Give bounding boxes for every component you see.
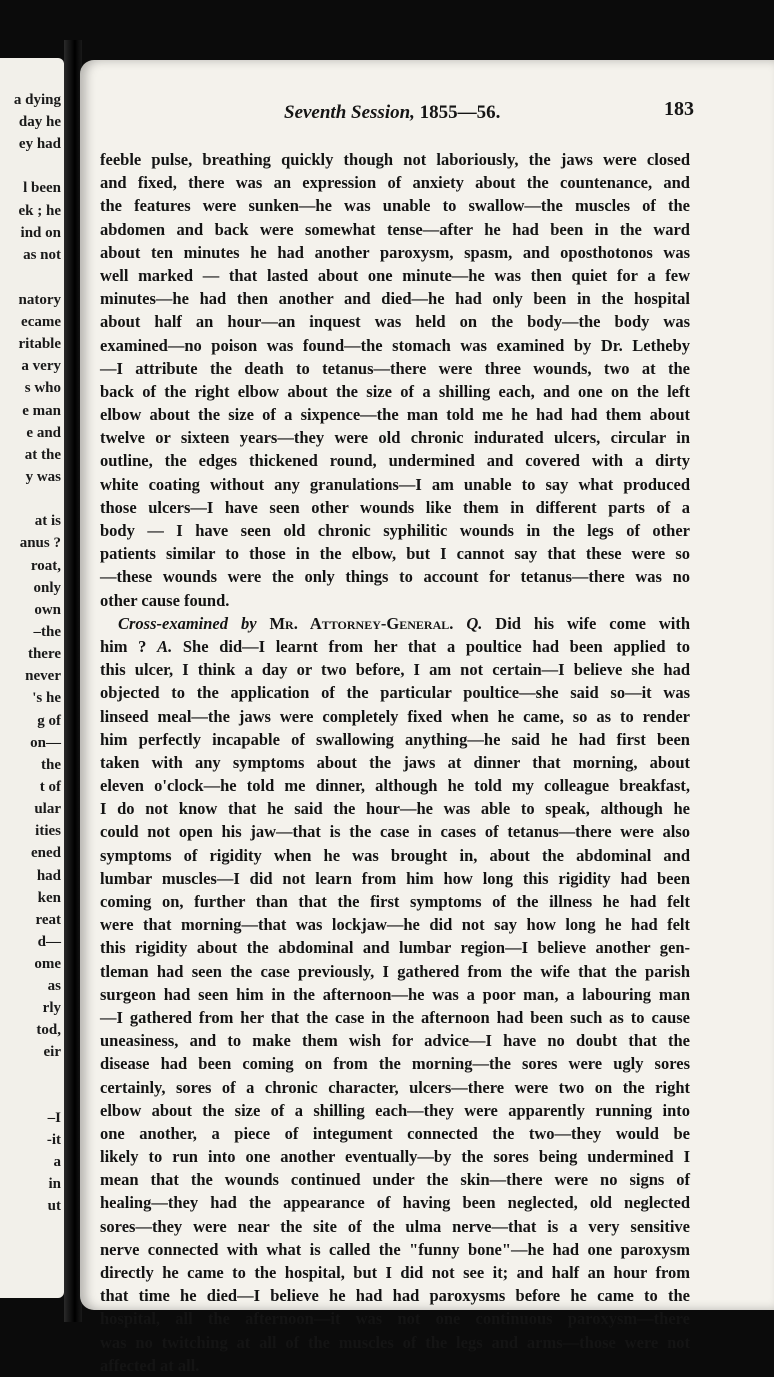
- cross-examined-label: Cross-examined: [118, 613, 229, 633]
- text-line: this ulcer, I think a day or two before, I am not certain—I believe she had: [100, 660, 690, 680]
- page-body-text: [100, 148, 690, 1377]
- text-line: examined—no poison was found—the stomach was examined by Dr. Letheby: [100, 335, 690, 355]
- left-page-text-fragment: the: [41, 757, 61, 773]
- text-line: minutes—he had then another and died—he had only been in the hospital: [100, 289, 690, 309]
- text-line: white coating without any granulations—I am unable to say what produced: [100, 474, 690, 494]
- text-line: nerve connected with what is called the "funny bone"—he had one paroxysm: [100, 1239, 690, 1259]
- text-line: directly he came to the hospital, but I did not see it; and half an hour from: [100, 1263, 690, 1282]
- left-page-text-fragment: –the: [33, 624, 61, 640]
- left-page-text-fragment: had: [36, 868, 61, 884]
- text-line: patients similar to those in the elbow, but I cannot say that these were so: [100, 544, 690, 564]
- cross-examination-line: [100, 612, 690, 635]
- text-line: symptoms of rigidity when he was brought in, about the abdominal and: [100, 845, 690, 865]
- text-line: —I attribute the death to tetanus—there were three wounds, two at the: [100, 358, 690, 378]
- left-page-text-fragment: ities: [35, 823, 61, 839]
- left-page-text-fragment: reat: [35, 912, 61, 928]
- text-line: those ulcers—I have seen other wounds like them in different parts of a: [100, 497, 690, 517]
- running-head: [284, 102, 500, 124]
- left-page-text-fragment: tod,: [36, 1022, 61, 1038]
- by-word: by: [228, 613, 270, 633]
- text-line: back of the right elbow about the size of a shilling each, and one on the left: [100, 381, 690, 401]
- text-line: sores—they were near the site of the ulma nerve—that is a very sensitive: [100, 1216, 690, 1236]
- left-page-text-fragment: ecame: [21, 314, 61, 330]
- left-page-text-fragment: ind on: [20, 225, 61, 241]
- left-page-text-fragment: ut: [47, 1198, 61, 1214]
- left-page-text-fragment: as not: [23, 247, 61, 263]
- left-page-text-fragment: a very: [21, 358, 61, 374]
- page-number: 183: [664, 98, 694, 120]
- attorney-general-name: Mr. Attorney-General.: [269, 613, 454, 633]
- text-line: surgeon had seen him in the afternoon—he was a poor man, a labouring man: [100, 984, 690, 1004]
- left-page-text-fragment: g of: [37, 713, 61, 729]
- book-page: [80, 60, 774, 1375]
- text-line: likely to run into one another eventually—by the sores being undermined I: [100, 1147, 690, 1167]
- left-page-text-fragment: s who: [24, 380, 61, 396]
- left-page-text-fragment: rly: [42, 1000, 61, 1016]
- text-line: feeble pulse, breathing quickly though not laboriously, the jaws were closed: [100, 150, 690, 169]
- left-page-text-fragment: natory: [18, 292, 61, 308]
- question-marker: Q.: [466, 613, 483, 633]
- left-page-text-fragment: ened: [31, 845, 61, 861]
- text-line: certainly, sores of a chronic character, ulcers—there were two on the right: [100, 1077, 690, 1097]
- left-page-text-fragment: at is: [34, 513, 61, 529]
- left-page-text-fragment: a dying: [13, 92, 61, 108]
- text-line: body — I have seen old chronic syphilitic wounds in the legs of other: [100, 521, 690, 540]
- text-line: lumbar muscles—I did not learn from him how long this rigidity had been: [100, 868, 690, 888]
- left-page-text-fragment: ey had: [18, 136, 61, 152]
- text-line: uneasiness, and to make them wish for advice—I have no doubt that the: [100, 1031, 690, 1051]
- left-page-text-fragment: only: [33, 580, 61, 596]
- text-line: the features were sunken—he was unable to swallow—the muscles of the: [100, 196, 690, 216]
- left-page-text-fragment: anus ?: [19, 535, 61, 551]
- left-page-text-fragment: ritable: [18, 336, 61, 352]
- question-end: him ?: [100, 636, 158, 656]
- page-header: [80, 96, 774, 126]
- text-line: him perfectly incapable of swallowing anything—he said he had first been: [100, 729, 690, 749]
- text-line: other cause found.: [100, 590, 230, 610]
- text-line: was no twitching at all of the muscles of the legs and arms—those were not: [100, 1332, 690, 1352]
- left-page-text-fragment: on—: [30, 735, 61, 751]
- left-page-text-fragment: t of: [39, 779, 61, 795]
- text-line: well marked — that lasted about one minute—he was then quiet for a few: [100, 265, 690, 285]
- left-page-text-fragment: at the: [24, 447, 61, 463]
- cross-examination-paragraph: [100, 658, 690, 1354]
- left-page-text-fragment: ken: [37, 890, 61, 906]
- left-page-text-fragment: a: [53, 1154, 61, 1170]
- text-line: this rigidity about the abdominal and lumbar region—I believe another gen-: [100, 938, 690, 958]
- text-line: and fixed, there was an expression of anxiety about the countenance, and: [100, 173, 690, 193]
- answer-line: [100, 635, 690, 658]
- answer-marker: A.: [157, 636, 173, 656]
- left-page-text-fragment: e man: [22, 403, 61, 419]
- text-line: hospital, all the afternoon—it was not one continuous paroxysm—there: [100, 1309, 690, 1329]
- text-line: outline, the edges thickened round, undermined and covered with a dirty: [100, 451, 690, 471]
- text-line: —these wounds were the only things to account for tetanus—there was no: [100, 567, 690, 587]
- text-line: coming on, further than that the first symptoms of the illness he had felt: [100, 892, 690, 911]
- left-page-text-fragment: d—: [37, 934, 61, 950]
- running-head-title: Seventh Session,: [284, 102, 415, 123]
- left-page-text-fragment: roat,: [30, 558, 61, 574]
- text-line: twelve or sixteen years—they were old chronic indurated ulcers, circular in: [100, 428, 690, 448]
- text-line: mean that the wounds continued under the skin—there were no signs of: [100, 1170, 690, 1190]
- left-page-text-fragment: eir: [43, 1044, 61, 1060]
- left-page-text-fragment: own: [34, 602, 61, 618]
- left-page-text-fragment: ek ; he: [18, 203, 61, 219]
- left-page-text-fragment: ome: [34, 956, 61, 972]
- text-line: about half an hour—an inquest was held on the body—the body was: [100, 312, 690, 332]
- text-line: abdomen and back were somewhat tense—after he had been in the ward: [100, 219, 690, 239]
- left-page-text-fragment: there: [27, 646, 61, 662]
- text-line: affected at all.: [100, 1355, 200, 1375]
- text-line: elbow about the size of a shilling each—they were apparently running into: [100, 1100, 690, 1120]
- text-line: were that morning—that was lockjaw—he did not say how long he had felt: [100, 915, 690, 935]
- testimony-paragraph: [100, 148, 690, 589]
- left-page-text-fragment: never: [25, 668, 61, 684]
- previous-page-edge: [0, 58, 64, 1298]
- text-line: tleman had seen the case previously, I gathered from the wife that the parish: [100, 961, 690, 981]
- text-line: one another, a piece of integument connected the two—they would be: [100, 1123, 690, 1143]
- text-line: objected to the application of the particular poultice—she said so—it was: [100, 683, 690, 703]
- left-page-text-fragment: in: [48, 1176, 61, 1192]
- text-line: elbow about the size of a sixpence—the man told me he had had them about: [100, 405, 690, 425]
- text-line: taken with any symptoms about the jaws at dinner that morning, about: [100, 752, 690, 772]
- text-line: eleven o'clock—he told me dinner, although he told my colleague breakfast,: [100, 776, 690, 796]
- text-line: —I gathered from her that the case in the afternoon had been such as to cause: [100, 1007, 690, 1027]
- left-page-text-fragment: -it: [46, 1132, 61, 1148]
- text-line: healing—they had the appearance of having been neglected, old neglected: [100, 1193, 690, 1213]
- answer-text: She did—I learnt from her that a poultice had been applied to: [172, 636, 690, 656]
- left-page-text-fragment: –I: [47, 1110, 61, 1126]
- text-line: about ten minutes he had another paroxysm, spasm, and oposthotonos was: [100, 242, 690, 262]
- text-line: could not open his jaw—that is the case in cases of tetanus—there were also: [100, 822, 690, 842]
- question-text: Did his wife come with: [482, 613, 691, 633]
- left-page-text-fragment: l been: [23, 180, 61, 196]
- running-head-years: 1855—56.: [414, 102, 501, 123]
- left-page-text-fragment: ular: [34, 801, 61, 817]
- text-line: that time he died—I believe he had had paroxysms before he came to the: [100, 1286, 690, 1306]
- left-page-text-fragment: as: [47, 978, 61, 994]
- text-line: linseed meal—the jaws were completely fixed when he came, so as to render: [100, 706, 690, 726]
- left-page-text-fragment: y was: [25, 469, 61, 485]
- left-page-text-fragment: 's he: [32, 690, 61, 706]
- left-page-text-fragment: e and: [26, 425, 61, 441]
- text-line: disease had been coming on from the morning—the sores were ugly sores: [100, 1054, 690, 1074]
- left-page-text-fragment: day he: [18, 114, 61, 130]
- text-line: I do not know that he said the hour—he was able to speak, although he: [100, 799, 690, 819]
